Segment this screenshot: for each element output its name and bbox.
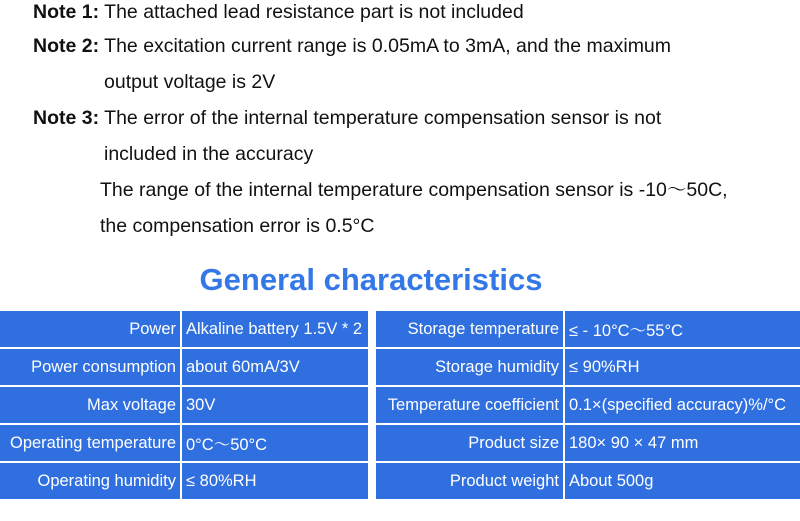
spec-key: Max voltage xyxy=(0,387,182,425)
spec-value: 0°C～50°C xyxy=(182,425,370,463)
spec-key: Temperature coefficient xyxy=(376,387,565,425)
note-3-line-1 xyxy=(33,106,661,130)
specs-table xyxy=(0,311,800,501)
note-3-text-1: The error of the internal temperature compensation sensor is not xyxy=(104,107,662,129)
table-row xyxy=(0,425,800,463)
spec-value: 0.1×(specified accuracy)%/°C xyxy=(565,387,800,425)
spec-value: ≤ 80%RH xyxy=(182,463,370,501)
spec-value: About 500g xyxy=(565,463,800,501)
spec-value: 180× 90 × 47 mm xyxy=(565,425,800,463)
note-3-text-3: The range of the internal temperature compensation sensor is -10～50C, xyxy=(100,179,728,201)
section-title: General characteristics xyxy=(199,262,543,297)
spec-key: Storage humidity xyxy=(376,349,565,387)
note-2-text-1: The excitation current range is 0.05mA to 3mA, and the maximum xyxy=(104,35,672,57)
note-3-line-2 xyxy=(104,142,313,166)
note-2-label: Note 2: xyxy=(33,35,100,57)
spec-key: Power consumption xyxy=(0,349,182,387)
note-2-text-2: output voltage is 2V xyxy=(104,71,276,93)
note-2-line-1 xyxy=(33,34,671,58)
spec-value: ≤ 90%RH xyxy=(565,349,800,387)
note-3-text-4: the compensation error is 0.5°C xyxy=(100,215,375,237)
note-1-label: Note 1: xyxy=(33,1,100,23)
note-3-line-4 xyxy=(100,214,374,238)
table-row xyxy=(0,311,800,349)
spec-value: 30V xyxy=(182,387,370,425)
spec-value: ≤ - 10°C～55°C xyxy=(565,311,800,349)
table-row xyxy=(0,387,800,425)
note-1-text: The attached lead resistance part is not included xyxy=(104,1,524,23)
note-1-line-1 xyxy=(33,0,524,24)
spec-value: Alkaline battery 1.5V * 2 xyxy=(182,311,370,349)
spec-value: about 60mA/3V xyxy=(182,349,370,387)
note-3-label: Note 3: xyxy=(33,107,100,129)
note-3-text-2: included in the accuracy xyxy=(104,143,314,165)
spec-key: Storage temperature xyxy=(376,311,565,349)
table-row xyxy=(0,349,800,387)
note-3-line-3 xyxy=(100,178,728,202)
spec-key: Power xyxy=(0,311,182,349)
note-2-line-2 xyxy=(104,70,275,94)
spec-key: Operating temperature xyxy=(0,425,182,463)
spec-key: Operating humidity xyxy=(0,463,182,501)
spec-key: Product size xyxy=(376,425,565,463)
table-row xyxy=(0,463,800,501)
spec-key: Product weight xyxy=(376,463,565,501)
